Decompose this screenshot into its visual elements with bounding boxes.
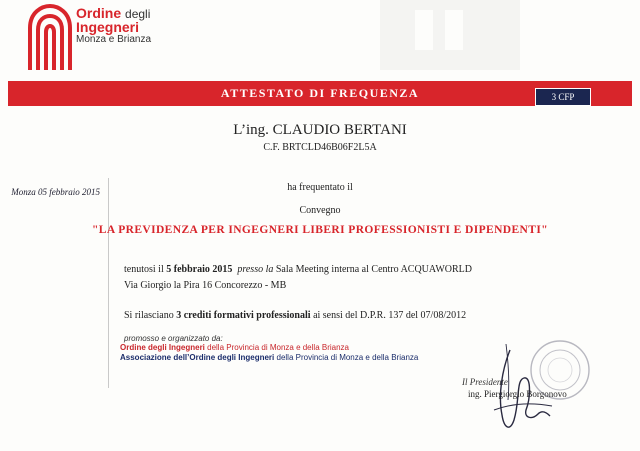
promoters-intro: promosso e organizzato da:: [124, 334, 223, 343]
credits-suffix: ai sensi del D.P.R. 137 del 07/08/2012: [310, 310, 467, 321]
credits-prefix: Si rilasciano: [124, 310, 177, 321]
event-title: "LA PREVIDENZA PER INGEGNERI LIBERI PROFESSIONISTI E DIPENDENTI": [92, 224, 548, 236]
event-type: Convegno: [299, 205, 341, 216]
certificate-title: ATTESTATO DI FREQUENZA: [220, 86, 420, 100]
signatory-label: Il Presidente: [462, 377, 508, 387]
credits-amount: 3 crediti formativi professionali: [176, 310, 311, 321]
fiscal-code: C.F. BRTCLD46B06F2L5A: [263, 142, 377, 153]
ordine-logo-icon: [28, 4, 72, 72]
background-watermark-icon: [360, 0, 540, 75]
promoter-ordine: [120, 343, 349, 352]
credits-line: [124, 310, 466, 321]
held-year: 2015: [212, 264, 233, 275]
logo-ordine: Ordine: [76, 5, 122, 21]
held-presso: presso la: [237, 264, 274, 275]
date-place: Monza 05 febbraio 2015: [11, 187, 100, 197]
promoter-ordine-name: Ordine degli Ingegneri: [120, 343, 205, 352]
held-prefix: tenutosi il: [124, 264, 167, 275]
promoter-associazione: [120, 353, 418, 362]
held-day: 5 febbraio: [166, 264, 213, 275]
promoter-associazione-name: Associazione dell’Ordine degli Ingegneri: [120, 353, 275, 362]
logo-ingegneri: Ingegneri: [76, 19, 140, 35]
event-held-line: [124, 264, 472, 275]
logo-degli: degli: [125, 7, 151, 21]
signatory-name: ing. Piergiorgio Borgonovo: [468, 389, 567, 399]
credits-badge: 3 CFP: [535, 88, 591, 106]
event-address: Via Giorgio la Pira 16 Concorezzo - MB: [124, 280, 287, 291]
logo-subtitle: Monza e Brianza: [76, 34, 152, 45]
promoter-ordine-rest: della Provincia di Monza e della Brianza: [204, 343, 349, 352]
promoter-associazione-rest: della Provincia di Monza e della Brianza: [274, 353, 419, 362]
attended-text: ha frequentato il: [287, 182, 353, 193]
held-venue: Sala Meeting interna al Centro ACQUAWORLD: [273, 264, 472, 275]
logo-wordmark: [76, 6, 151, 45]
recipient-name: L’ing. CLAUDIO BERTANI: [233, 122, 407, 138]
